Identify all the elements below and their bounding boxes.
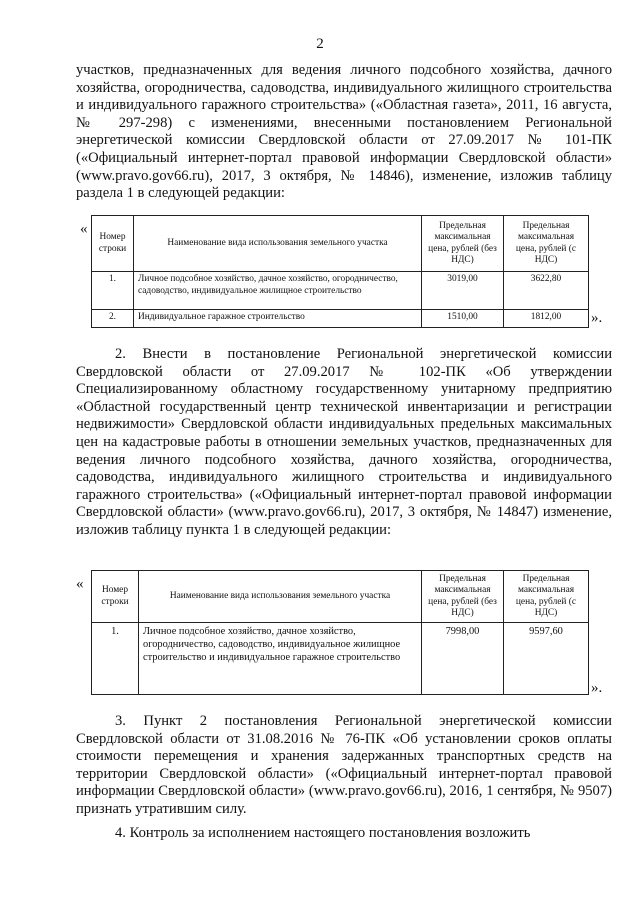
- table-1-row-1-price-no-vat: 3019,00: [422, 272, 504, 310]
- paragraph-1: участков, предназначенных для ведения личного подсобного хозяйства, дачного хозяйства, огородничества, садоводства, индивидуального жилищного строительства и индивидуального гаражного строительства» («Областная газета», 2011, 16 августа, № 297-298) с изменениями, внесенными постановлением Региональной энергетической комиссии Свердловской области от 27.09.2017 № 101-ПК («Официальный интернет-портал правовой информации Свердловской области» (www.pravo.gov66.ru), 2017, 3 октября, № 14846), изменение, изложив таблицу раздела 1 в следующей редакции:: [76, 62, 612, 202]
- table-1-row-1-name: Личное подсобное хозяйство, дачное хозяйство, огородничество, садоводство, индивидуальное жилищное строительство: [134, 272, 422, 310]
- table-2-header-price-no-vat: Предельная максимальная цена, рублей (без НДС): [422, 571, 504, 623]
- table-2-header-name: Наименование вида использования земельного участка: [139, 571, 422, 623]
- table-1-close-quote: ».: [591, 310, 603, 326]
- table-1-open-quote: «: [80, 221, 88, 237]
- table-1-row-1-price-vat: 3622,80: [504, 272, 589, 310]
- paragraph-2: 2. Внести в постановление Региональной энергетической комиссии Свердловской области от 27.09.2017 № 102-ПК «Об утверждении Специализированному областному государственному унитарному предприятию «Областной государственный центр технической инвентаризации и регистрации недвижимости» Свердловской области индивидуальных предельных максимальных цен на кадастровые работы в отношении земельных участков, предназначенных для ведения личного подсобного хозяйства, дачного хозяйства, огородничества, садоводства, индивидуального жилищного строительства и индивидуального гаражного строительства» («Официальный интернет-портал правовой информации Свердловской области» (www.pravo.gov66.ru), 2017, 3 октября, № 14847) изменение, изложив таблицу пункта 1 в следующей редакции:: [76, 346, 612, 538]
- table-row: [92, 272, 589, 310]
- table-1-header-row: [92, 216, 589, 272]
- table-2-header-price-vat: Предельная максимальная цена, рублей (с НДС): [504, 571, 589, 623]
- table-1-row-2-name: Индивидуальное гаражное строительство: [134, 310, 422, 328]
- table-2-header-row: [92, 571, 589, 623]
- paragraph-4: 4. Контроль за исполнением настоящего постановления возложить: [115, 825, 531, 841]
- table-1-header-num: Номер строки: [92, 216, 134, 272]
- table-1-header-price-vat: Предельная максимальная цена, рублей (с НДС): [504, 216, 589, 272]
- table-2-row-1-price-vat: 9597,60: [504, 623, 589, 695]
- table-row: [92, 310, 589, 328]
- table-2-row-1-name: Личное подсобное хозяйство, дачное хозяйство, огородничество, садоводство, индивидуальное жилищное строительство и индивидуальное гаражное строительство: [139, 623, 422, 695]
- table-1-row-1-num: 1.: [92, 272, 134, 310]
- paragraph-3: 3. Пункт 2 постановления Региональной энергетической комиссии Свердловской области от 31.08.2016 № 76-ПК «Об установлении сроков оплаты стоимости перемещения и хранения задержанных транспортных средств на территории Свердловской области» («Официальный интернет-портал правовой информации Свердловской области» (www.pravo.gov66.ru), 2016, 1 сентября, № 9507) признать утратившим силу.: [76, 713, 612, 817]
- table-2-open-quote: «: [76, 576, 84, 592]
- table-2-header-num: Номер строки: [92, 571, 139, 623]
- page-number: 2: [316, 36, 324, 52]
- table-2-row-1-price-no-vat: 7998,00: [422, 623, 504, 695]
- table-1-row-2-price-no-vat: 1510,00: [422, 310, 504, 328]
- table-1-row-2-num: 2.: [92, 310, 134, 328]
- table-1: [91, 215, 589, 328]
- table-1-header-name: Наименование вида использования земельного участка: [134, 216, 422, 272]
- table-2: [91, 570, 589, 695]
- table-row: [92, 623, 589, 695]
- table-2-close-quote: ».: [591, 680, 603, 696]
- table-1-header-price-no-vat: Предельная максимальная цена, рублей (без НДС): [422, 216, 504, 272]
- table-1-row-2-price-vat: 1812,00: [504, 310, 589, 328]
- table-2-row-1-num: 1.: [92, 623, 139, 695]
